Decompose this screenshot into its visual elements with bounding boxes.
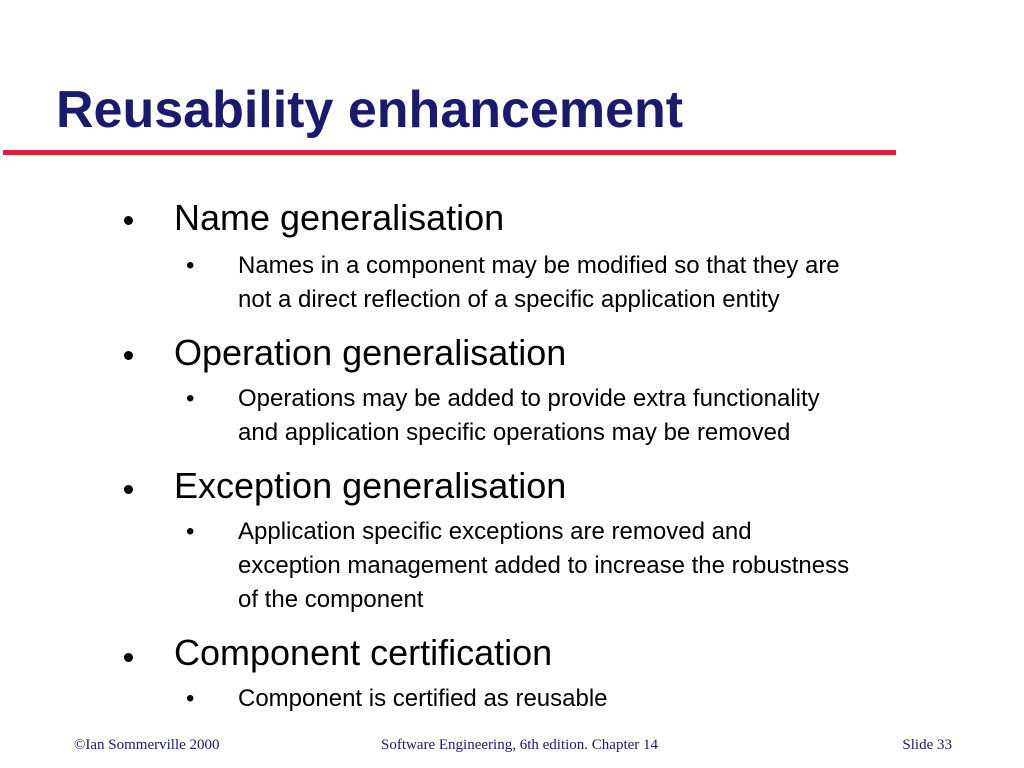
- sub-bullet-icon: •: [186, 518, 195, 545]
- item-heading: Component certification: [174, 632, 553, 673]
- item-heading: Name generalisation: [174, 197, 505, 238]
- item-description: [238, 249, 978, 317]
- item-description: [238, 682, 978, 716]
- description-line: of the component: [238, 586, 424, 613]
- description-line: Operations may be added to provide extra functionality: [238, 385, 820, 412]
- description-line: and application specific operations may be removed: [238, 419, 791, 446]
- bullet-dot-icon: [124, 351, 133, 360]
- item-description: [238, 382, 978, 450]
- slide-title: Reusability enhancement: [56, 81, 684, 139]
- description-line: Names in a component may be modified so that they are: [238, 252, 840, 279]
- description-line: Application specific exceptions are removed and: [238, 518, 752, 545]
- sub-bullet-icon: •: [186, 385, 195, 412]
- footer-slide-number: Slide 33: [902, 737, 952, 753]
- footer-copyright: ©Ian Sommerville 2000: [74, 737, 220, 753]
- bullet-dot-icon: [124, 653, 133, 662]
- item-heading: Exception generalisation: [174, 465, 567, 506]
- description-line: Component is certified as reusable: [238, 685, 608, 712]
- footer-book-title: Software Engineering, 6th edition. Chapter 14: [381, 737, 659, 753]
- description-line: not a direct reflection of a specific application entity: [238, 286, 780, 313]
- sub-bullet-icon: •: [186, 685, 195, 712]
- item-description: [238, 515, 978, 617]
- bullet-dot-icon: [124, 485, 133, 494]
- sub-bullet-icon: •: [186, 252, 195, 279]
- bullet-dot-icon: [124, 216, 133, 225]
- item-heading: Operation generalisation: [174, 332, 567, 373]
- description-line: exception management added to increase the robustness: [238, 552, 850, 579]
